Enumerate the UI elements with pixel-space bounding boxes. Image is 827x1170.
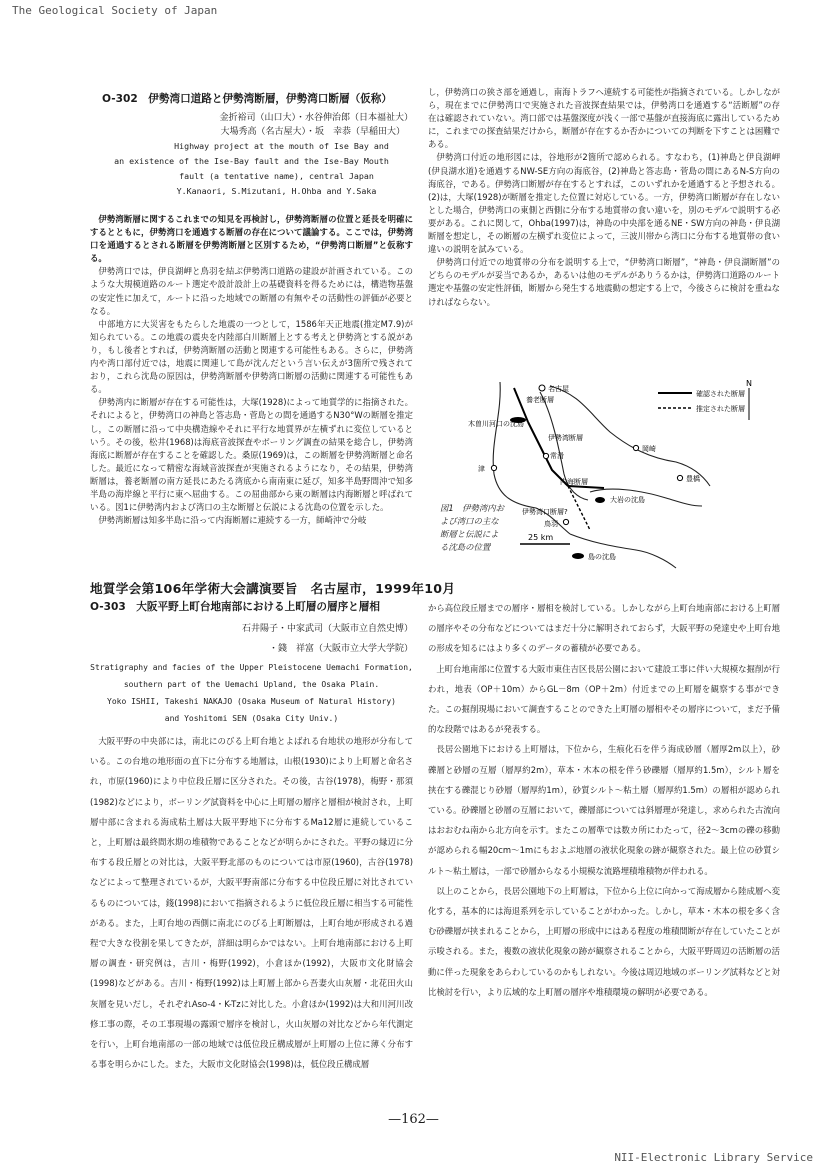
label-toyohashi: 豊橋 bbox=[686, 475, 700, 483]
isewankou-fault bbox=[568, 486, 590, 530]
abstract-302-paragraph: 伊勢湾口付近での地質帯の分布を説明する上で，“伊勢湾口断層”，“神島・伊良湖断層”のどちらのモデルが妥当であるか，あるいは他のモデルがありうるかは，伊勢湾口道路のルート選定や基盤の安定性評価，断層から発生する地震動の想定する上で，今後さらに検討を重ねなければならない。 bbox=[428, 257, 780, 307]
label-tsu: 津 bbox=[478, 465, 485, 473]
abstract-302-paragraph: 伊勢湾内に断層が存在する可能性は，大塚(1928)によって地質学的に指摘された。それによると，伊勢湾口の神島と答志島・菅島との間を通過するN30°Wの断層を推定し，この断層に沿って中央構造線やそれに平行な地質界が左横ずれに変位しているという。その後，松井(1968)は海底音波探査やボーリング調査の結果を総合し，伊勢湾海底に断層が存在することを確認した。桑原(1969)は，この断層を伊勢湾断層と命名した。最近になって精密な海域音波探査が実施されるようになり，その結果，伊勢湾断層は，養老断層の南方延長にあたる湾底から南南東に延び，知多半島野間沖で知多半島の海岸線と平行に東へ屈曲する。この屈曲部から東の断層は内海断層と呼ばれている。図1に伊勢湾内および湾口の主な断層と伝説による沈島の位置を示した。 bbox=[90, 397, 413, 513]
abstract-303-title: O-303 大阪平野上町台地南部における上町層の層序と層相 bbox=[90, 601, 380, 613]
label-toba: 鳥羽 bbox=[544, 520, 558, 528]
label-nagoya: 名古屋 bbox=[548, 385, 569, 393]
abstract-303-authors-2: ・錢 祥富（大阪市立大学大学院） bbox=[268, 644, 413, 654]
site-tokoname bbox=[543, 453, 548, 458]
legend-confirmed-label: 確認された断層 bbox=[696, 390, 745, 398]
abstract-303-en-authors-1: Yoko ISHII, Takeshi NAKAJO (Osaka Museum of Natural History) bbox=[107, 697, 396, 706]
site-toba bbox=[563, 519, 568, 524]
site-tsu bbox=[491, 465, 496, 470]
coastline-atsumi bbox=[590, 489, 702, 506]
abstract-303-right bbox=[428, 598, 780, 1002]
abstract-302-paragraph: 伊勢湾口付近の地形図には，谷地形が2箇所で認められる。すなわち，(1)神島と伊良湖岬(伊良湖水道)を通過するNW-SE方向の海底谷，(2)神島と答志島・菅島の間にあるN-S方向の海底谷，である。伊勢湾口断層が存在するとすれば，このいずれかを通過すると予想される。(2)は，大塚(1928)が断層を推定した位置に対応している。一方，伊勢湾口断層が存在しないとした場合，伊勢湾口の東側と西側に分布する地質帯の食い違いを，別のモデルで説明する必要がある。これに関して，Ohba(1997)は，神島の中央部を通るNE・SW方向の神島・伊良湖断層を想定し，その断層の左横ずれ変位によって，三波川帯から湾口に分布する地質帯の食い違いの説明を試みている。 bbox=[428, 152, 780, 255]
label-ooiwa: 大岩の沈島 bbox=[610, 496, 645, 504]
scale-label: 25 km bbox=[528, 533, 554, 542]
legend-inferred-label: 推定された断層 bbox=[696, 405, 745, 413]
session-header: 地質学会第106年学術大会講演要旨 名古屋市，1999年10月 bbox=[90, 581, 456, 596]
abstract-303-left bbox=[90, 600, 413, 1074]
abstract-302-paragraph: 伊勢湾口では，伊良湖岬と鳥羽を結ぶ伊勢湾口道路の建設が計画されている。このような大規模道路のルート選定や設計設計上の基礎資料を得るためには，構造物基盤の安定性に加えて，ルートに沿った地域での断層の有無やその活動性の評価が必要となる。 bbox=[90, 266, 413, 316]
figure-1-caption: 図1 伊勢湾内および湾口の主な断層と伝説による沈島の位置 bbox=[440, 503, 504, 552]
society-header: The Geological Society of Japan bbox=[12, 4, 218, 17]
label-kisogawa: 木曽川河口の沈島 bbox=[468, 420, 524, 428]
label-isewan-fault: 伊勢湾断層 bbox=[548, 434, 583, 442]
abstract-302-paragraph: 伊勢湾断層は知多半島に沿って内海断層に連続する一方，師崎沖で分岐 bbox=[98, 515, 367, 526]
label-okazaki: 岡崎 bbox=[642, 445, 656, 453]
label-tokoname: 常滑 bbox=[550, 452, 564, 460]
abstract-302-left bbox=[90, 92, 413, 527]
abstract-302-paragraph: 伊勢湾断層に関するこれまでの知見を再検討し，伊勢湾断層の位置と延長を明確にするとともに，伊勢湾口を通過する断層の存在について議論する。ここでは，伊勢湾口を通過するとされる断層を伊勢湾断層と区別するため，“伊勢湾口断層”と仮称する。 bbox=[90, 214, 413, 264]
abstract-303-paragraph: 長居公園地下における上町層は，下位から，生痕化石を伴う海成砂層（層厚2m以上），砂礫層と砂層の互層（層厚約2m），草本・木本の根を伴う砂礫層（層厚約1.5m），シルト層を挟在する礫混じり砂層（層厚約1m），砂質シルト〜粘土層（層厚約1.5m）の層相が認められている。砂礫層と砂層の互層において，礫層部については斜層理が発達し，求められた古流向はおおむね南から北方向を示す。またこの層準では数カ所にわたって，径2〜3cmの礫の移動が認められる幅20cm〜1mにもおよぶ地層の液状化現象の跡が観察された。最上位の砂質シルト〜粘土層は，一部で砂層からなる小規模な流路埋積堆積物が伴われる。 bbox=[428, 744, 780, 876]
coastline-shima bbox=[570, 534, 676, 568]
abstract-303-en-authors-2: and Yoshitomi SEN (Osaka City Univ.) bbox=[164, 714, 339, 723]
abstract-302-en-authors: Y.Kanaori, S.Mizutani, H.Ohba and Y.Saka bbox=[176, 186, 377, 196]
label-yoro-fault: 養老断層 bbox=[526, 396, 554, 404]
abstract-303-paragraph: 上町台地南部に位置する大阪市東住吉区長居公園において建設工事に伴い大規模な掘削が行われ，地表（OP＋10m）からGL－8m（OP＋2m）付近までの上町層を観察する事ができた。この掘削現場において調査することのできた上町層の層相やその層序について，まだ予備的な段階ではあるが発表する。 bbox=[428, 663, 780, 735]
yoro-fault bbox=[514, 388, 528, 422]
abstract-303-paragraph: から高位段丘層までの層序・層相を検討している。しかしながら上町台地南部における上町層の層序やその分布などについてはまだ十分に解明されておらず，大阪平野の発達史や上町台地の形成を知るにはより多くのデータの蓄積が必要である。 bbox=[428, 603, 780, 654]
abstract-302-right bbox=[428, 86, 780, 309]
site-okazaki bbox=[633, 445, 638, 450]
label-shima: 島の沈島 bbox=[588, 553, 616, 561]
page-number: —162— bbox=[388, 1112, 439, 1127]
abstract-303-en-title-1: Stratigraphy and facies of the Upper Pleistocene Uemachi Formation, bbox=[90, 663, 413, 672]
abstract-302-en-title-1: Highway project at the mouth of Ise Bay and bbox=[174, 141, 389, 151]
abstract-302-authors-2: 大場秀高（名古屋大）・坂 幸恭（早稲田大） bbox=[220, 127, 405, 137]
abstract-302-title: O-302 伊勢湾口道路と伊勢湾断層，伊勢湾口断層（仮称） bbox=[102, 93, 392, 105]
sunken-island-ooiwa bbox=[595, 497, 605, 503]
site-toyohashi bbox=[677, 475, 682, 480]
abstract-303-authors-1: 石井陽子・中家武司（大阪市立自然史博） bbox=[241, 624, 413, 634]
abstract-302-en-title-3: fault (a tentative name), central Japan bbox=[179, 171, 374, 181]
abstract-302-en-title-2: an existence of the Ise-Bay fault and the Ise-Bay Mouth bbox=[114, 156, 389, 166]
north-label: N bbox=[746, 379, 752, 388]
abstract-302-paragraph: 中部地方に大災害をもたらした地震の一つとして，1586年天正地震(推定M7.9)が知られている。この地震の震央を内陸部白川断層上とする考えと伊勢湾とする説があり，もし後者とすれば，伊勢湾断層の活動と関連する可能性もある。さらに，伊勢湾内や湾口部付近では，地震に関連して島が沈んだという言い伝えが3箇所で残されており，これら沈島の原因は，伊勢湾断層や伊勢湾口断層の活動に関連する可能性もある。 bbox=[90, 318, 413, 395]
abstract-302-authors-1: 金折裕司（山口大）・水谷伸治郎（日本福祉大） bbox=[219, 113, 413, 123]
abstract-302-paragraph: し，伊勢湾口の狭さ部を通過し，南海トラフへ連続する可能性が指摘されている。しかしながら，現在までに伊勢湾口で実施された音波探査結果では，伊勢湾口を通過する“活断層”の存在は確認されていない。湾口部では基盤深度が浅く一部で基盤が直接海底に露出しているために，これまでの探査結果だけから，断層が存在するか否かについての判断を下すことは困難である。 bbox=[428, 87, 780, 150]
site-nagoya bbox=[539, 385, 545, 391]
abstract-303-paragraph: 大阪平野の中央部には，南北にのびる上町台地とよばれる台地状の地形が分布している。この台地の地形面の直下に分布する地層は，山根(1930)により上町層と命名され，市原(1960)により中位段丘層に区分された。その後，古谷(1978)，梅野・那須(1982)などにより，ボーリング試資料を中心に上町層の層序と層相が検討され，上町層中部に含まれる海成粘土層は大阪平野地下に分布するMa12層に連続していること，上町層は最終間氷期の堆積物であることなどが明らかにされた。平野の縁辺に分布する段丘層との対比は，大阪平野北部のものについては市原(1960)，古谷(1978)などによって整理されているが，大阪平野南部に分布する中位段丘層に対比されているものについては，錢(1998)において指摘されるように低位段丘層に相当する可能性がある。また，上町台地の西側に南北にのびる上町断層は，上町台地が形成される過程で大きな役割を果してきたが，詳細は明らかではない。上町台地南部における上町層の調査・研究例は，吉川・梅野(1992)，小倉ほか(1992)，大阪市文化財協会(1998)などがある。吉川・梅野(1992)は上町層上部から吾妻火山灰層・北花田火山灰層を見いだし，それぞれAso-4・K-Tzに対比した。小倉ほか(1992)は大和川河川改修工事の際，その工事現場の露頭で層序を検討し，火山灰層の対比などから年代測定を行い，上町台地南部の一部の地域では低位段丘構成層が上町層の上位に薄く分布する事を明らかにした。また，大阪市文化財協会(1998)は，低位段丘構成層 bbox=[90, 736, 413, 1070]
label-naikai-fault: 内海断層 bbox=[560, 478, 588, 486]
abstract-303-en-title-2: southern part of the Uemachi Upland, the Osaka Plain. bbox=[123, 680, 380, 689]
abstract-303-paragraph: 以上のことから，長居公園地下の上町層は，下位から上位に向かって海成層から陸成層へ変化する，基本的には海退系列を示していることがわかった。しかし，草本・木本の根を多く含む砂礫層が挟まれることから，上町層の形成中にはある程度の堆積間断が存在していたことが示唆される。また，複数の液状化現象の跡が観察されることから，大阪平野周辺の活断層の活動に伴った現象をあらわしているのかもしれない。今後は周辺地域のボーリング試料などと対比検討を行い，より広域的な上町層の層序や堆積環境の解明が必要である。 bbox=[428, 885, 780, 997]
sunken-island-shima bbox=[572, 553, 584, 559]
naikai-fault bbox=[568, 486, 604, 488]
label-isewankou-fault: 伊勢湾口断層? bbox=[522, 508, 568, 516]
library-footer: NII-Electronic Library Service bbox=[614, 1151, 813, 1164]
